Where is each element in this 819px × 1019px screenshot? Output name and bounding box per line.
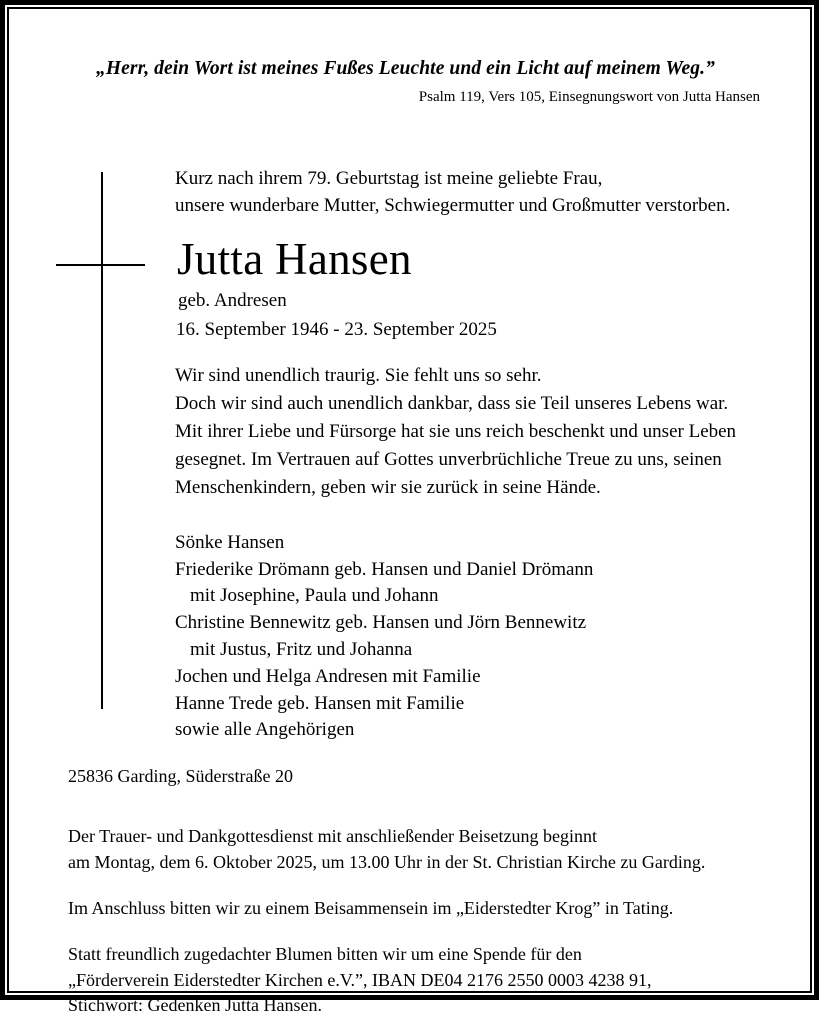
survivor-line: Jochen und Helga Andresen mit Familie	[175, 665, 481, 687]
main-content-block	[175, 166, 775, 744]
survivor-line: Sönke Hansen	[175, 531, 285, 553]
footer-details-block	[68, 764, 783, 1019]
intro-line-2: unsere wunderbare Mutter, Schwiegermutter und Großmutter verstorben.	[175, 194, 731, 216]
memorial-text	[175, 362, 775, 502]
survivor-line: mit Justus, Fritz und Johanna	[190, 639, 413, 661]
quote-block	[49, 57, 762, 107]
deceased-name: Jutta Hansen	[177, 233, 412, 284]
obituary-sheet	[9, 9, 814, 1016]
quote-attribution: Psalm 119, Vers 105, Einsegnungswort von Jutta Hansen	[418, 89, 760, 106]
service-line-1: Der Trauer- und Dankgottesdienst mit anschließender Beisetzung beginnt	[68, 825, 598, 846]
service-paragraph	[68, 824, 783, 876]
deceased-life-dates: 16. September 1946 - 23. September 2025	[176, 318, 497, 340]
intro-text	[175, 166, 775, 220]
donation-line-2: „Förderverein Eiderstedter Kirchen e.V.”, IBAN DE04 2176 2550 0003 4238 91,	[68, 969, 652, 990]
memorial-line-2: Doch wir sind auch unendlich dankbar, dass sie Teil unseres Lebens war.	[175, 393, 729, 415]
donation-line-3: Stichwort: Gedenken Jutta Hansen.	[68, 995, 322, 1016]
memorial-line-5: Menschenkindern, geben wir sie zurück in seine Hände.	[175, 477, 601, 498]
address-line: 25836 Garding, Süderstraße 20	[68, 766, 293, 786]
reception-line: Im Anschluss bitten wir zu einem Beisammensein im „Eiderstedter Krog” in Tating.	[68, 897, 674, 918]
donation-paragraph	[68, 942, 783, 1019]
memorial-line-3: Mit ihrer Liebe und Fürsorge hat sie uns reich beschenkt und unser Leben	[175, 421, 737, 443]
deceased-maiden-name: geb. Andresen	[178, 289, 287, 311]
survivor-line: Christine Bennewitz geb. Hansen und Jörn Bennewitz	[175, 612, 587, 634]
address-paragraph	[68, 764, 783, 790]
memorial-line-1: Wir sind unendlich traurig. Sie fehlt uns so sehr.	[175, 365, 542, 387]
bible-quote: „Herr, dein Wort ist meines Fußes Leuchte und ein Licht auf meinem Weg.”	[96, 58, 715, 79]
survivor-line: sowie alle Angehörigen	[175, 719, 355, 741]
page-inner-border	[7, 7, 812, 1016]
survivors-list	[175, 530, 775, 744]
survivor-line: mit Josephine, Paula und Johann	[190, 585, 439, 607]
service-line-2: am Montag, dem 6. Oktober 2025, um 13.00 Uhr in der St. Christian Kirche zu Garding.	[68, 851, 706, 872]
reception-paragraph	[68, 896, 783, 922]
donation-line-1: Statt freundlich zugedachter Blumen bitten wir um eine Spende für den	[68, 943, 582, 964]
survivor-line: Friederike Drömann geb. Hansen und Daniel Drömann	[175, 558, 594, 580]
memorial-line-4: gesegnet. Im Vertrauen auf Gottes unverbrüchliche Treue zu uns, seinen	[175, 449, 722, 471]
survivor-line: Hanne Trede geb. Hansen mit Familie	[175, 692, 465, 714]
intro-line-1: Kurz nach ihrem 79. Geburtstag ist meine geliebte Frau,	[175, 168, 603, 189]
cross-icon-vertical-rule	[101, 172, 103, 709]
cross-icon-horizontal-rule	[56, 264, 145, 266]
